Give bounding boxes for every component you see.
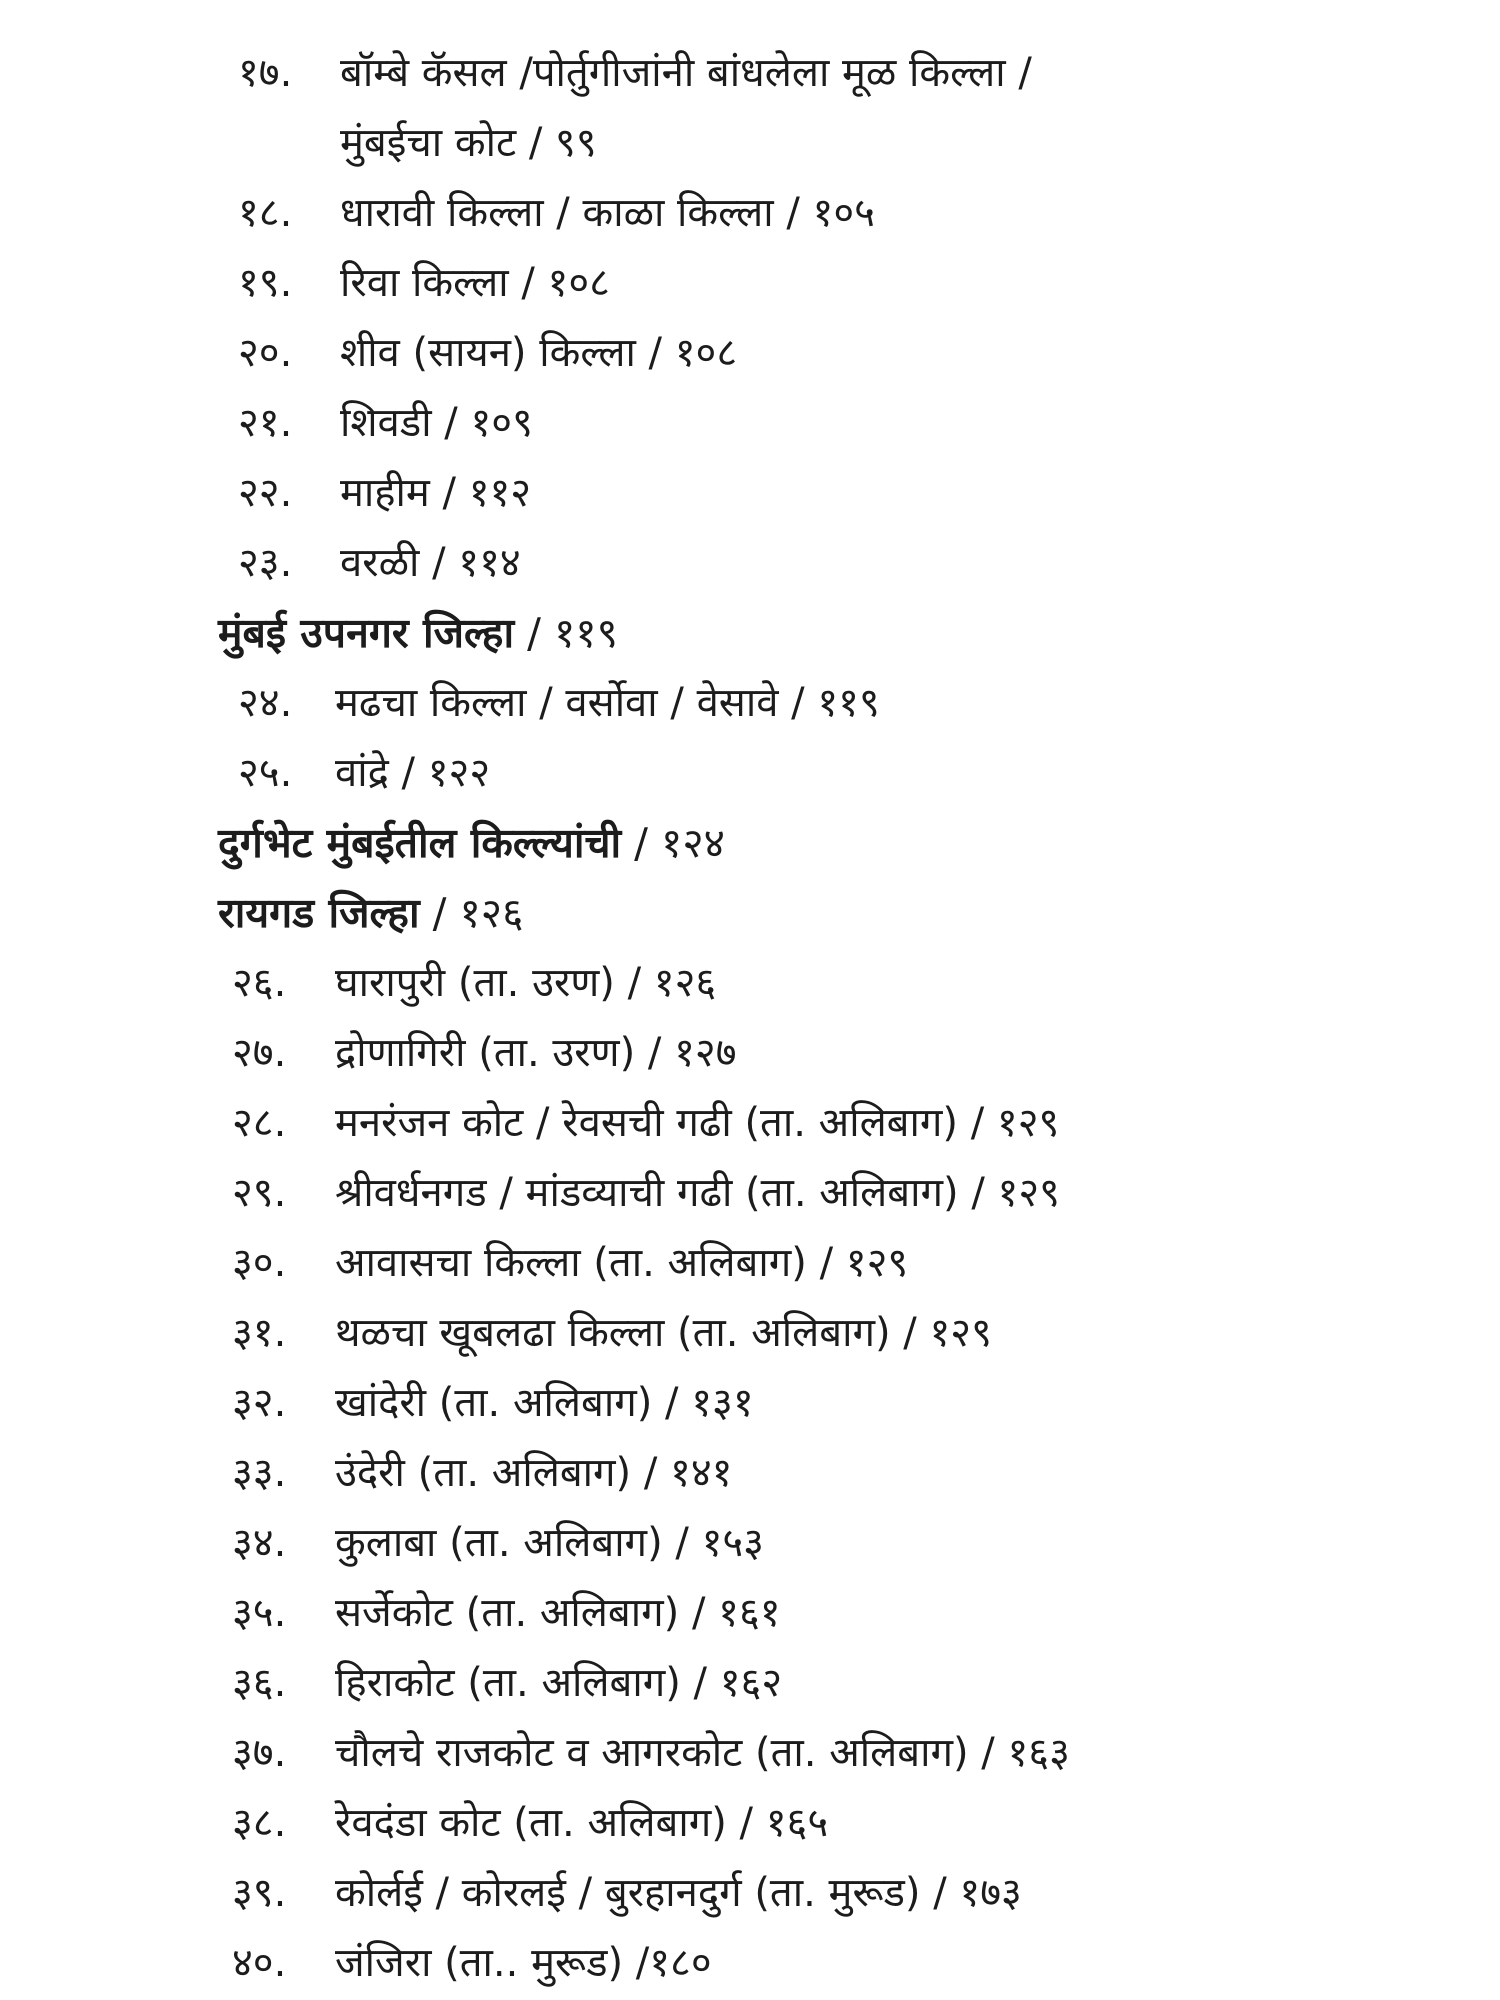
entry-number: ३८.: [232, 1800, 287, 1846]
section-title: रायगड जिल्हा: [218, 889, 420, 937]
entry-title: हिराकोट (ता. अलिबाग) / १६२: [335, 1660, 783, 1706]
entry-title: घारापुरी (ता. उरण) / १२६: [335, 960, 717, 1006]
entry-title: वरळी / ११४: [340, 540, 521, 586]
entry-title: शिवडी / १०९: [340, 400, 533, 446]
entry-number: ३१.: [232, 1310, 287, 1356]
section-title: दुर्गभेट मुंबईतील किल्ल्यांची: [218, 819, 622, 867]
entry-title: उंदेरी (ता. अलिबाग) / १४१: [335, 1450, 733, 1496]
entry-number: ३९.: [232, 1870, 287, 1916]
entry-number: २७.: [232, 1030, 287, 1076]
section-page: / १२४: [621, 819, 725, 867]
entry-number: २३.: [238, 540, 293, 586]
section-heading-raigad: [218, 878, 523, 948]
entry-title: वांद्रे / १२२: [335, 750, 491, 796]
entry-number: २०.: [238, 330, 293, 376]
entry-number: २५.: [238, 750, 293, 796]
entry-title: धारावी किल्ला / काळा किल्ला / १०५: [340, 190, 875, 236]
entry-title: बॉम्बे कॅसल /पोर्तुगीजांनी बांधलेला मूळ किल्ला /: [340, 50, 1032, 96]
entry-number: २१.: [238, 400, 293, 446]
entry-number: ३०.: [232, 1240, 287, 1286]
entry-number: १८.: [238, 190, 293, 236]
entry-title: खांदेरी (ता. अलिबाग) / १३१: [335, 1380, 754, 1426]
entry-title: थळचा खूबलढा किल्ला (ता. अलिबाग) / १२९: [335, 1310, 992, 1356]
entry-number: १७.: [238, 50, 293, 96]
section-page: / १२६: [419, 889, 524, 937]
entry-title: द्रोणागिरी (ता. उरण) / १२७: [335, 1030, 737, 1076]
entry-number: ३३.: [232, 1450, 287, 1496]
entry-title: मढचा किल्ला / वर्सोवा / वेसावे / ११९: [335, 680, 880, 726]
entry-number: २२.: [238, 470, 293, 516]
entry-title: कुलाबा (ता. अलिबाग) / १५३: [335, 1520, 764, 1566]
entry-number: २९.: [232, 1170, 287, 1216]
entry-title: श्रीवर्धनगड / मांडव्याची गढी (ता. अलिबाग) / १२९: [335, 1170, 1060, 1216]
entry-title: माहीम / ११२: [340, 470, 532, 516]
entry-number: २६.: [232, 960, 287, 1006]
entry-title: आवासचा किल्ला (ता. अलिबाग) / १२९: [335, 1240, 909, 1286]
section-title: मुंबई उपनगर जिल्हा: [218, 609, 515, 657]
section-heading-mumbai-forts-visit: [218, 808, 725, 878]
entry-title: शीव (सायन) किल्ला / १०८: [340, 330, 738, 376]
entry-number: २८.: [232, 1100, 287, 1146]
entry-number: ३७.: [232, 1730, 287, 1776]
entry-title: कोर्लई / कोरलई / बुरहानदुर्ग (ता. मुरूड) / १७३: [335, 1870, 1022, 1916]
entry-number: ३५.: [232, 1590, 287, 1636]
entry-number: १९.: [238, 260, 293, 306]
entry-title: मुंबईचा कोट / ९९: [340, 120, 597, 166]
entry-title: मनरंजन कोट / रेवसची गढी (ता. अलिबाग) / १२९: [335, 1100, 1060, 1146]
entry-number: २४.: [238, 680, 293, 726]
entry-number: ४०.: [232, 1940, 287, 1986]
entry-title: रिवा किल्ला / १०८: [340, 260, 610, 306]
entry-number: ३६.: [232, 1660, 287, 1706]
section-page: / ११९: [514, 609, 618, 657]
entry-title: रेवदंडा कोट (ता. अलिबाग) / १६५: [335, 1800, 829, 1846]
entry-number: ३४.: [232, 1520, 287, 1566]
entry-title: सर्जेकोट (ता. अलिबाग) / १६१: [335, 1590, 781, 1636]
entry-title: जंजिरा (ता.. मुरूड) /१८०: [335, 1940, 712, 1986]
entry-number: ३२.: [232, 1380, 287, 1426]
section-heading-mumbai-suburban: [218, 598, 618, 668]
entry-title: चौलचे राजकोट व आगरकोट (ता. अलिबाग) / १६३: [335, 1730, 1070, 1776]
